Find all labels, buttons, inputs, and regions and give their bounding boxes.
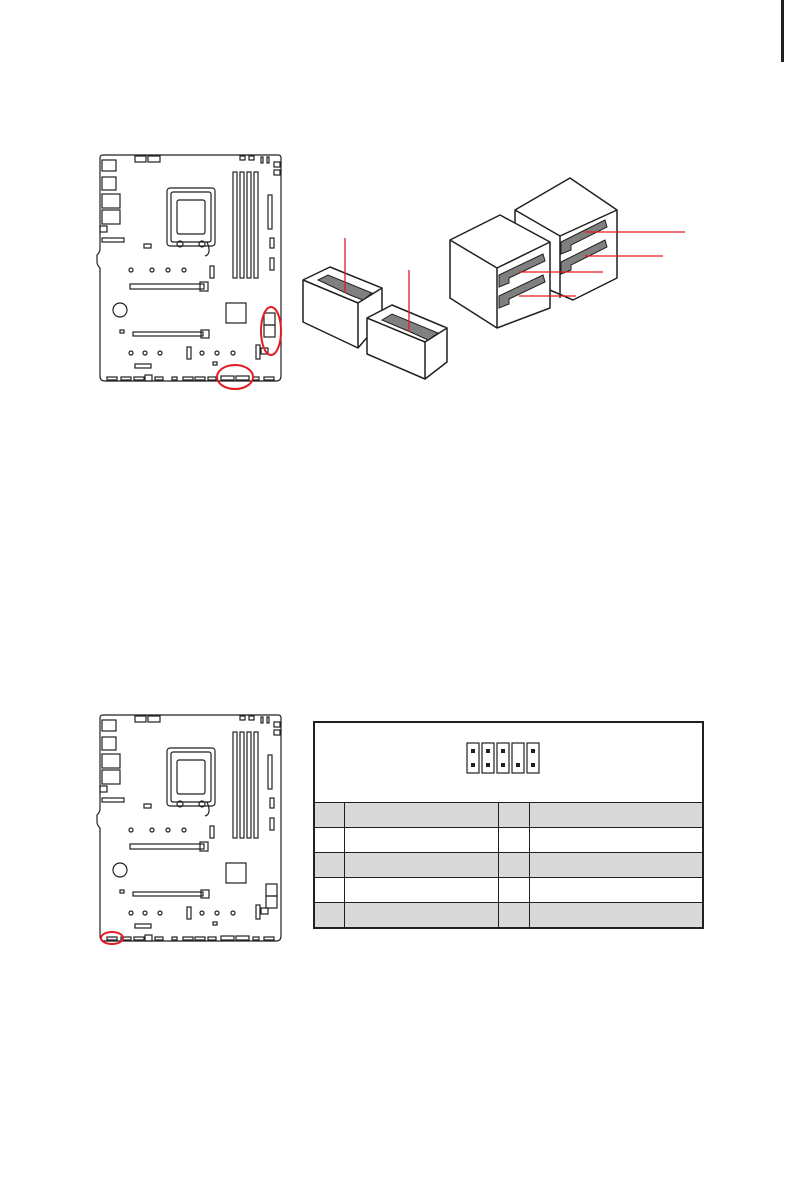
pin-number-cell bbox=[499, 828, 530, 852]
table-row bbox=[315, 877, 702, 902]
motherboard-diagram-header bbox=[95, 710, 290, 955]
pin-definition-table bbox=[313, 721, 704, 929]
table-row bbox=[315, 802, 702, 827]
sata-connector-single-illustration bbox=[300, 230, 460, 385]
signal-name-cell bbox=[345, 903, 499, 927]
page-edge-marker bbox=[781, 0, 784, 62]
header-pin-diagram bbox=[465, 741, 545, 777]
signal-name-cell bbox=[345, 878, 499, 902]
signal-name-cell bbox=[530, 828, 702, 852]
pin-number-cell bbox=[499, 803, 530, 827]
signal-name-cell bbox=[345, 803, 499, 827]
table-row bbox=[315, 852, 702, 877]
motherboard-diagram-sata bbox=[95, 150, 290, 395]
pin-number-cell bbox=[315, 903, 345, 927]
signal-name-cell bbox=[530, 803, 702, 827]
pin-number-cell bbox=[499, 878, 530, 902]
signal-name-cell bbox=[345, 853, 499, 877]
pin-number-cell bbox=[315, 853, 345, 877]
signal-name-cell bbox=[530, 903, 702, 927]
table-row bbox=[315, 902, 702, 927]
pin-number-cell bbox=[315, 803, 345, 827]
pin-number-cell bbox=[315, 828, 345, 852]
sata-connector-stacked-illustration bbox=[445, 170, 690, 335]
pin-number-cell bbox=[499, 903, 530, 927]
pin-number-cell bbox=[315, 878, 345, 902]
signal-name-cell bbox=[530, 878, 702, 902]
pin-number-cell bbox=[499, 853, 530, 877]
table-row bbox=[315, 827, 702, 852]
signal-name-cell bbox=[530, 853, 702, 877]
signal-name-cell bbox=[345, 828, 499, 852]
